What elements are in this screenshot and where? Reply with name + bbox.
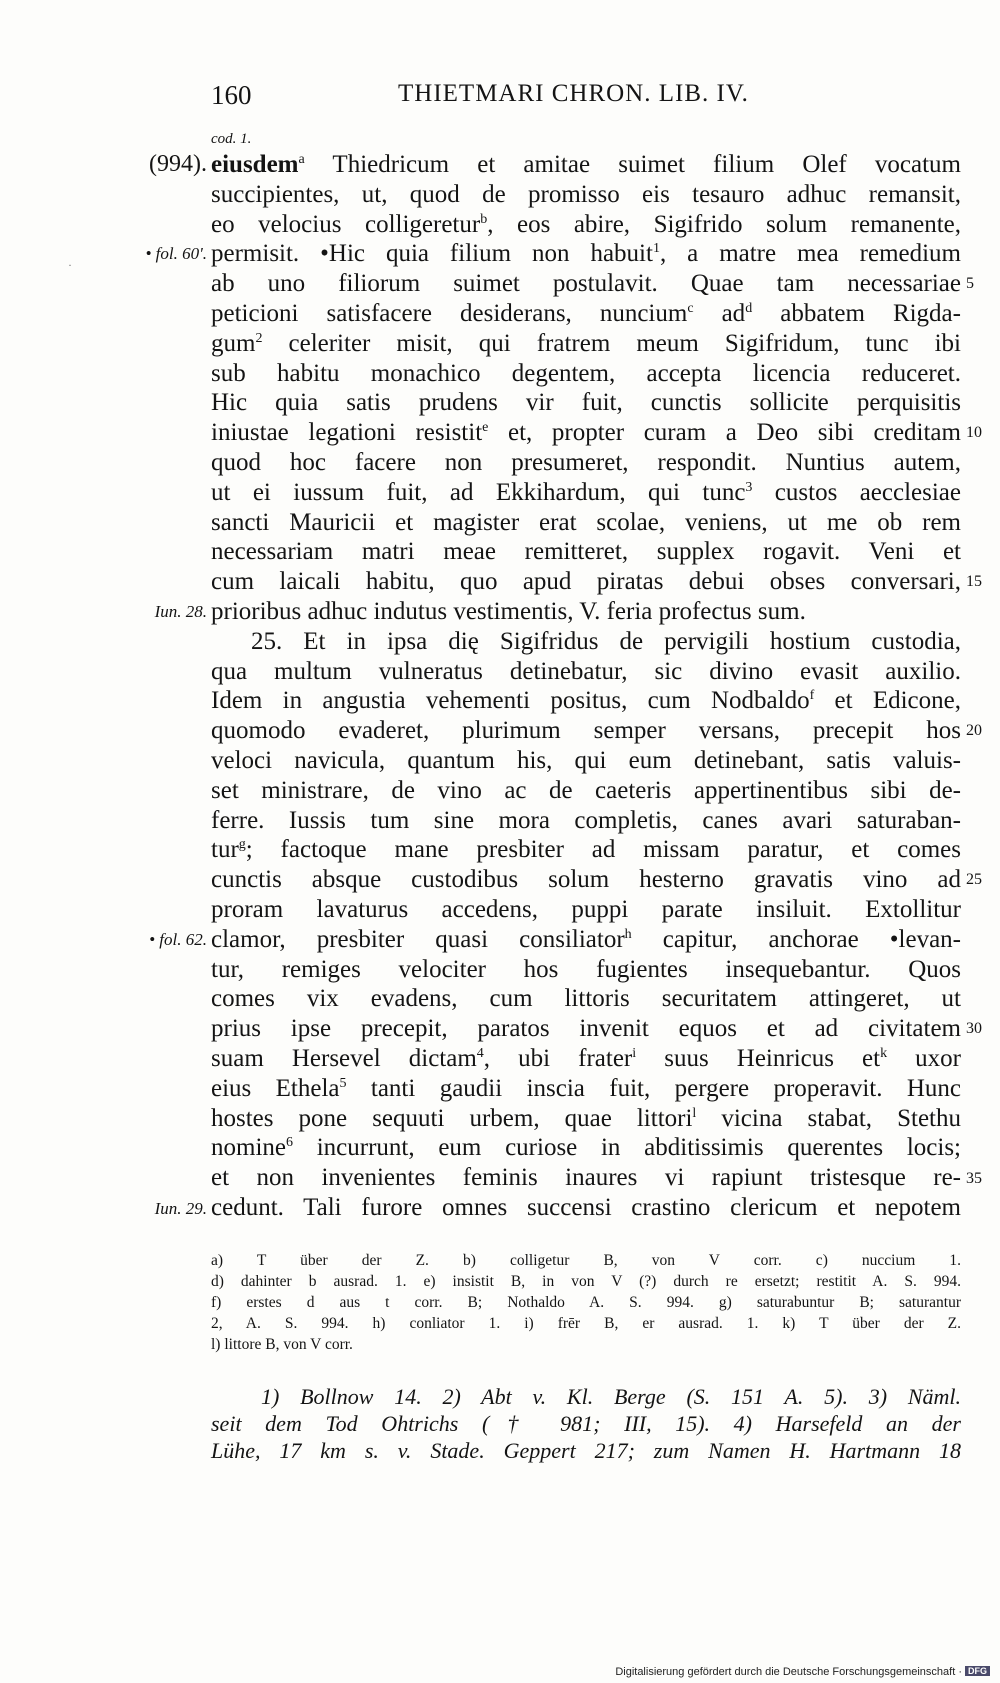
margin-tick-mark: · — [68, 258, 72, 272]
main-text — [211, 128, 961, 1223]
line-number-35: 35 — [966, 1170, 982, 1187]
text-line: sancti Mauricii et magister erat scolae, veniens, ut me ob rem — [211, 508, 961, 536]
text-line: quomodo evaderet, plurimum semper versans, precepit hos — [211, 717, 961, 745]
footnote-ref: 2 — [255, 330, 263, 346]
text-line: proram lavaturus accedens, puppi parate insiluit. Extollitur — [211, 895, 961, 923]
text-line: gum$^2$ celeriter misit, qui fratrem meum Sigifridum, tunc ibi — [211, 329, 961, 357]
line-number-20: 20 — [966, 722, 982, 739]
credit-text: Digitalisierung gefördert durch die Deutsche Forschungsgemeinschaft · — [615, 1666, 962, 1678]
text-line: clamor, presbiter quasi consiliator$^h$ capitur, anchorae •levan- — [211, 925, 961, 953]
text-line: nomine$^6$ incurrunt, eum curiose in abditissimis querentes locis; — [211, 1134, 961, 1162]
text-line: prioribus adhuc indutus vestimentis, V. feria profectus sum. — [211, 597, 806, 625]
footnote-ref: 5 — [339, 1075, 347, 1091]
apparatus-line: d) dahinter b ausrad. 1. e) insistit B, in von V (?) durch re ersetzt; restitit A. S. 994. — [211, 1273, 961, 1290]
apparatus-line: l) littore B, von V corr. — [211, 1336, 353, 1353]
footnote-ref: 4 — [476, 1045, 484, 1061]
running-head: THIETMARI CHRON. LIB. IV. — [398, 80, 749, 107]
dfg-logo: DFG — [965, 1666, 990, 1676]
text-line: eius Ethela$^5$ tanti gaudii inscia fuit, pergere properavit. Hunc — [211, 1074, 961, 1102]
apparatus-ref: a — [298, 152, 305, 167]
line-number-15: 15 — [966, 573, 982, 590]
text-line: necessariam matri meae remitteret, supplex rogavit. Veni et — [211, 538, 961, 566]
apparatus-ref: i — [632, 1045, 637, 1061]
text-line: qua multum vulneratus detinebatur, sic divino evasit auxilio. — [211, 657, 961, 685]
footnote-line: seit dem Tod Ohtrichs († 981; III, 15). 4) Harsefeld an der — [211, 1411, 961, 1436]
text-line: comes vix evadens, cum littoris securitatem attingeret, ut — [211, 985, 961, 1013]
text-line: prius ipse precepit, paratos invenit equos et ad civitatem — [211, 1015, 961, 1043]
apparatus-ref: f — [809, 688, 815, 704]
text-line: tur, remiges velociter hos fugientes insequebantur. Quos — [211, 955, 961, 983]
text-line: sub habitu monachico degentem, accepta licencia reduceret. — [211, 359, 961, 387]
text-line: et non invenientes feminis inaures vi rapiunt tristesque re- — [211, 1164, 961, 1192]
footnote-line: 1) Bollnow 14. 2) Abt v. Kl. Berge (S. 151 A. 5). 3) Näml. — [261, 1384, 961, 1409]
footnote-ref: 3 — [745, 479, 753, 495]
footnote-ref: 1 — [652, 241, 660, 257]
apparatus-line: 2, A. S. 994. h) conliator 1. i) frēr B, er ausrad. 1. k) T über der Z. — [211, 1315, 961, 1332]
margin-date-jun-28: Iun. 28. — [154, 602, 207, 621]
bold-word: eiusdem — [211, 151, 299, 178]
apparatus-ref: e — [482, 420, 489, 436]
codex-note: cod. 1. — [211, 131, 252, 147]
text-line: cunctis absque custodibus solum hesterno gravatis vino ad — [211, 866, 961, 894]
line-number-10: 10 — [966, 424, 982, 441]
digitization-credit — [615, 1666, 990, 1678]
line-number-5: 5 — [966, 275, 974, 292]
text-line: ab uno filiorum suimet postulavit. Quae tam necessariae — [211, 270, 961, 298]
margin-folio-60: • fol. 60'. — [145, 244, 207, 263]
text-line: set ministrare, de vino ac de caeteris appertinentibus sibi de- — [211, 776, 961, 804]
text-line: ut ei iussum fuit, ad Ekkihardum, qui tunc$^3$ custos aecclesiae — [211, 478, 961, 506]
apparatus-line: f) erstes d aus t corr. B; Nothaldo A. S. 994. g) saturabuntur B; saturantur — [211, 1294, 961, 1311]
text-line: iniustae legationi resistit$^e$ et, propter curam a Deo sibi creditam — [211, 419, 961, 447]
text-line-chapter-25: 25. Et in ipsa dię Sigifridus de pervigili hostium custodia, — [251, 627, 961, 655]
text-line: Hic quia satis prudens vir fuit, cunctis sollicite perquisitis — [211, 389, 961, 417]
text-line: tur$^g$; factoque mane presbiter ad missam paratur, et comes — [211, 836, 961, 864]
apparatus-ref: l — [692, 1105, 697, 1121]
footnote-line: Lühe, 17 km s. v. Stade. Geppert 217; zum Namen H. Hartmann 18 — [211, 1438, 961, 1463]
critical-apparatus — [211, 1250, 961, 1355]
page-number: 160 — [211, 80, 252, 110]
apparatus-ref: b — [480, 211, 488, 227]
apparatus-line: a) T über der Z. b) colligetur B, von V corr. c) nuccium 1. — [211, 1252, 961, 1269]
text-line: hostes pone sequuti urbem, quae littori$^l$ vicina stabat, Stethu — [211, 1104, 961, 1132]
text-line: cedunt. Tali furore omnes succensi crastino clericum et nepotem — [211, 1193, 961, 1221]
margin-date-jun-29: Iun. 29. — [154, 1199, 207, 1218]
text-line: peticioni satisfacere desiderans, nuncium$^c$ $ad^d$ abbatem Rigda- — [211, 299, 961, 327]
text-line: succipientes, ut, quod de promisso eis tesauro adhuc remansit, — [211, 180, 961, 208]
apparatus-ref: g — [238, 837, 246, 853]
apparatus-ref: d — [745, 300, 753, 316]
text-line: cum laicali habitu, quo apud piratas debui obses conversari, — [211, 568, 961, 596]
text-line: Idem in angustia vehementi positus, cum Nodbaldo$^f$ et Edicone, — [211, 687, 961, 715]
footnote-ref: 6 — [286, 1135, 293, 1151]
text-line: suam Hersevel dictam$^4$, ubi frater$^i$ suus Heinricus $et^k$ uxor — [211, 1044, 961, 1072]
text-line: veloci navicula, quantum his, qui eum detinebant, satis valuis- — [211, 746, 961, 774]
footnotes — [211, 1383, 961, 1464]
apparatus-ref: c — [687, 300, 694, 316]
text-line: ferre. Iussis tum sine mora completis, canes avari saturaban- — [211, 806, 961, 834]
text-line: permisit. •Hic quia filium non habuit$^1$, a matre mea remedium — [211, 240, 961, 268]
text-line: eo velocius colligeretur$^b$, eos abire, Sigifrido solum remanente, — [211, 210, 962, 238]
apparatus-ref: k — [880, 1045, 888, 1061]
margin-year: (994). — [149, 151, 207, 177]
line-number-25: 25 — [966, 871, 982, 888]
line-number-30: 30 — [966, 1020, 982, 1037]
text-line: quod hoc facere non presumeret, respondit. Nuntius autem, — [211, 448, 961, 476]
margin-folio-62: • fol. 62. — [149, 930, 207, 949]
apparatus-ref: h — [624, 926, 632, 942]
text-line: eiusdem$^a$ Thiedricum et amitae suimet filium Olef vocatum — [211, 151, 961, 178]
page-header — [0, 80, 1000, 120]
